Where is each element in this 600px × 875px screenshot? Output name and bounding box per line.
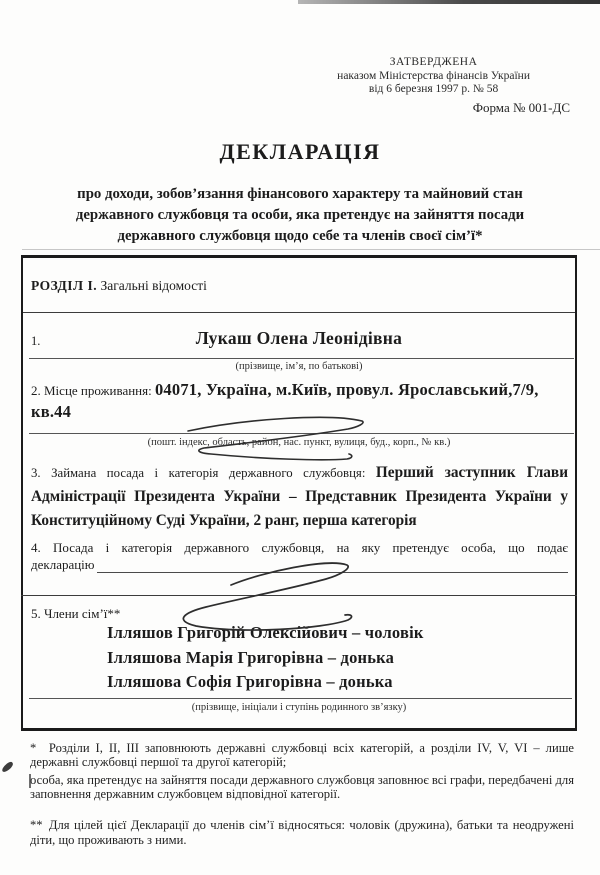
blank-underline bbox=[97, 559, 568, 573]
approval-stamp bbox=[337, 56, 530, 97]
field-underline bbox=[29, 698, 572, 699]
section-heading-number: РОЗДІЛ І. bbox=[31, 278, 98, 293]
divider-rule bbox=[21, 595, 577, 596]
form-number: Форма № 001-ДС bbox=[472, 100, 570, 115]
family-member-row: Ілляшов Григорій Олексійович – чоловік bbox=[107, 623, 424, 642]
field-underline bbox=[29, 433, 574, 434]
field-2-residence bbox=[31, 379, 567, 423]
scan-artifact-faint-line bbox=[22, 249, 600, 250]
scan-artifact-top-strip bbox=[298, 0, 600, 4]
residence-label: 2. Місце проживання: bbox=[31, 383, 155, 398]
section-1-box bbox=[21, 255, 577, 731]
full-name-value: Лукаш Олена Леонідівна bbox=[195, 328, 403, 348]
field-1-number: 1. bbox=[31, 334, 41, 348]
subtitle-line: державного службовця щодо себе та членів своєї сім’ї* bbox=[117, 228, 483, 244]
approval-line: наказом Міністерства фінансів України bbox=[337, 69, 530, 82]
family-member-row: Ілляшова Софія Григорівна – донька bbox=[107, 672, 393, 691]
field-3-position bbox=[31, 461, 568, 533]
field-1-caption: (прізвище, ім’я, по батькові) bbox=[235, 361, 363, 372]
field-2-caption: (пошт. індекс, область, район, нас. пункт, вулиця, буд., корп., № кв.) bbox=[147, 437, 451, 448]
section-heading-title: Загальні відомості bbox=[97, 278, 207, 293]
approval-line: від 6 березня 1997 р. № 58 bbox=[368, 83, 499, 96]
family-members-list bbox=[107, 621, 424, 695]
field-underline bbox=[29, 358, 574, 359]
footnote-asterisk-line2: особа, яка претендує на зайняття посади державного службовця заповнює всі графи, передбачені для заповнення державним службовцем відповідної категорії. bbox=[30, 772, 574, 802]
position-label: 3. Займана посада і категорія державного службовця: bbox=[31, 466, 376, 480]
position-value: Перший заступник Глави Адміністрації Президента України – Представник Президента України у Конституційному Суді України, 2 ранг, перша категорія bbox=[31, 464, 569, 529]
footnotes bbox=[30, 741, 574, 847]
footnote-asterisk-line1: * Розділи І, ІІ, ІІІ заповнюють державні службовці всіх категорій, а розділи ІV, V, VІ – лише державні службовці першої та другої категорій; bbox=[30, 741, 574, 770]
subtitle-line: державного службовця та особи, яка претендує на зайняття посади bbox=[75, 207, 525, 223]
field-4-text: 4. Посада і категорія державного службовця, на яку претендує особа, що подає bbox=[31, 540, 568, 555]
approval-line: ЗАТВЕРДЖЕНА bbox=[389, 56, 478, 68]
divider-rule bbox=[23, 312, 575, 313]
ink-blot-artifact bbox=[1, 761, 15, 774]
family-member-row: Ілляшова Марія Григорівна – донька bbox=[107, 647, 395, 667]
footnote-double-asterisk: ** Для цілей цієї Декларації до членів сім’ї відносяться: чоловік (дружина), батьки та неодружені діти, що проживають з ними. bbox=[30, 818, 574, 847]
field-5-caption: (прізвище, ініціали і ступінь родинного зв’язку) bbox=[191, 702, 407, 713]
field-4-word: декларацію bbox=[31, 557, 95, 572]
subtitle-line: про доходи, зобов’язання фінансового характеру та майновий стан bbox=[77, 186, 523, 202]
section-heading bbox=[31, 278, 207, 294]
field-4-blank-row bbox=[31, 557, 568, 573]
residence-value: 04071, Україна, м.Київ, провул. Ярославський,7/9, кв.44 bbox=[31, 380, 539, 421]
field-5-label: 5. Члени сім’ї** bbox=[31, 606, 121, 621]
document-subtitle bbox=[18, 184, 582, 247]
document-title: ДЕКЛАРАЦІЯ bbox=[219, 139, 381, 164]
